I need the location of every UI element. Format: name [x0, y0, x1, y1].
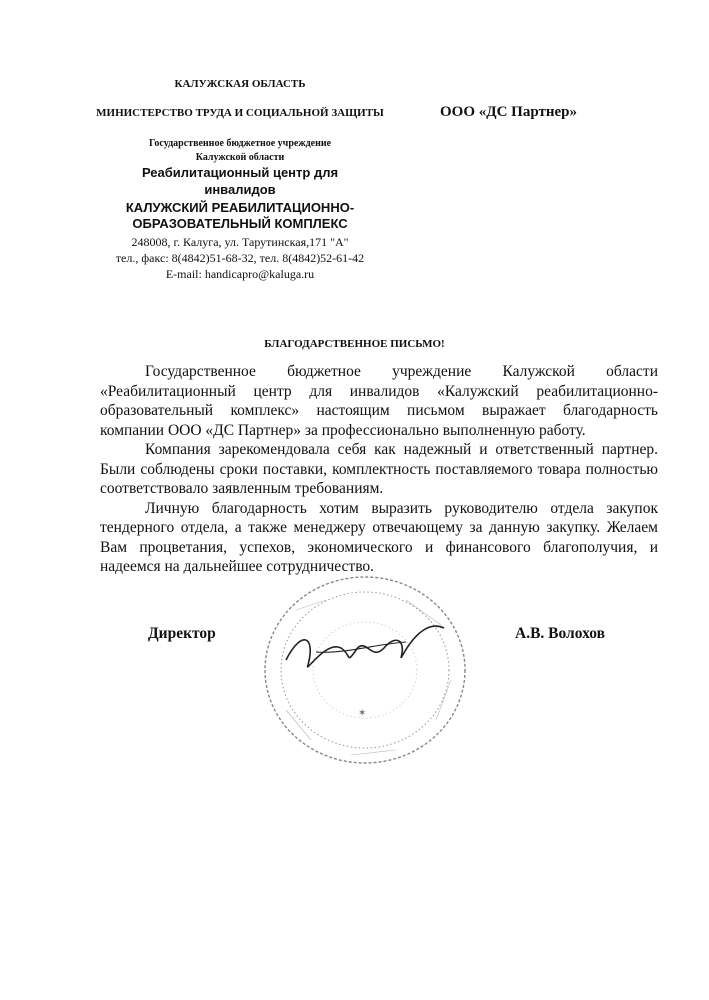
letter-body [100, 362, 658, 577]
stamp-star-icon: ✶ [358, 708, 367, 719]
signature-underline [316, 642, 406, 652]
institution-type-line1: Государственное бюджетное учреждение [148, 138, 332, 149]
sender-institution-type [60, 137, 420, 165]
sender-contacts [60, 234, 420, 282]
sender-phones: тел., факс: 8(4842)51-68-32, тел. 8(4842)52-61-42 [115, 251, 365, 265]
body-paragraph-1: Государственное бюджетное учреждение Калужской области «Реабилитационный центр для инвалидов «Калужский реабилитационно-образовательный комплекс» настоящим письмом выражает благодарность компании ООО «ДС Партнер» за профессионально выполненную работу. [100, 363, 658, 439]
stamp-outer-ring [265, 577, 465, 763]
sender-email: E-mail: handicapro@kaluga.ru [165, 267, 315, 281]
sender-region: КАЛУЖСКАЯ ОБЛАСТЬ [174, 78, 306, 90]
institution-type-line2: Калужской области [195, 152, 285, 163]
stamp-hatching [286, 600, 451, 755]
letter-title: БЛАГОДАРСТВЕННОЕ ПИСЬМО! [264, 338, 445, 350]
addressee: ООО «ДС Партнер» [440, 104, 577, 120]
sender-ministry: МИНИСТЕРСТВО ТРУДА И СОЦИАЛЬНОЙ ЗАЩИТЫ [96, 107, 384, 119]
sender-center-name: Реабилитационный центр для инвалидов [141, 165, 339, 197]
signatory-name: А.В. Волохов [515, 625, 605, 642]
sender-complex-name: КАЛУЖСКИЙ РЕАБИЛИТАЦИОННО-ОБРАЗОВАТЕЛЬНЫЙ КОМПЛЕКС [125, 200, 355, 231]
body-paragraph-2: Компания зарекомендовала себя как надежный и ответственный партнер. Были соблюдены сроки поставки, комплектность поставляемого товара полностью соответствовало заявленным требованиям. [100, 441, 658, 497]
stamp-center-ring [313, 622, 417, 718]
signature-scribble [286, 626, 444, 667]
official-stamp-with-signature [256, 570, 474, 770]
body-paragraph-3: Личную благодарность хотим выразить руководителю отдела закупок тендерного отдела, а также менеджеру отвечающему за данную закупку. Желаем Вам процветания, успехов, экономического и финансового благополучия, и надеемся на дальнейшее сотрудничество. [100, 499, 658, 575]
sender-address: 248008, г. Калуга, ул. Тарутинская,171 "А" [131, 235, 349, 249]
stamp-inner-ring [281, 592, 449, 748]
signatory-role: Директор [148, 625, 216, 642]
